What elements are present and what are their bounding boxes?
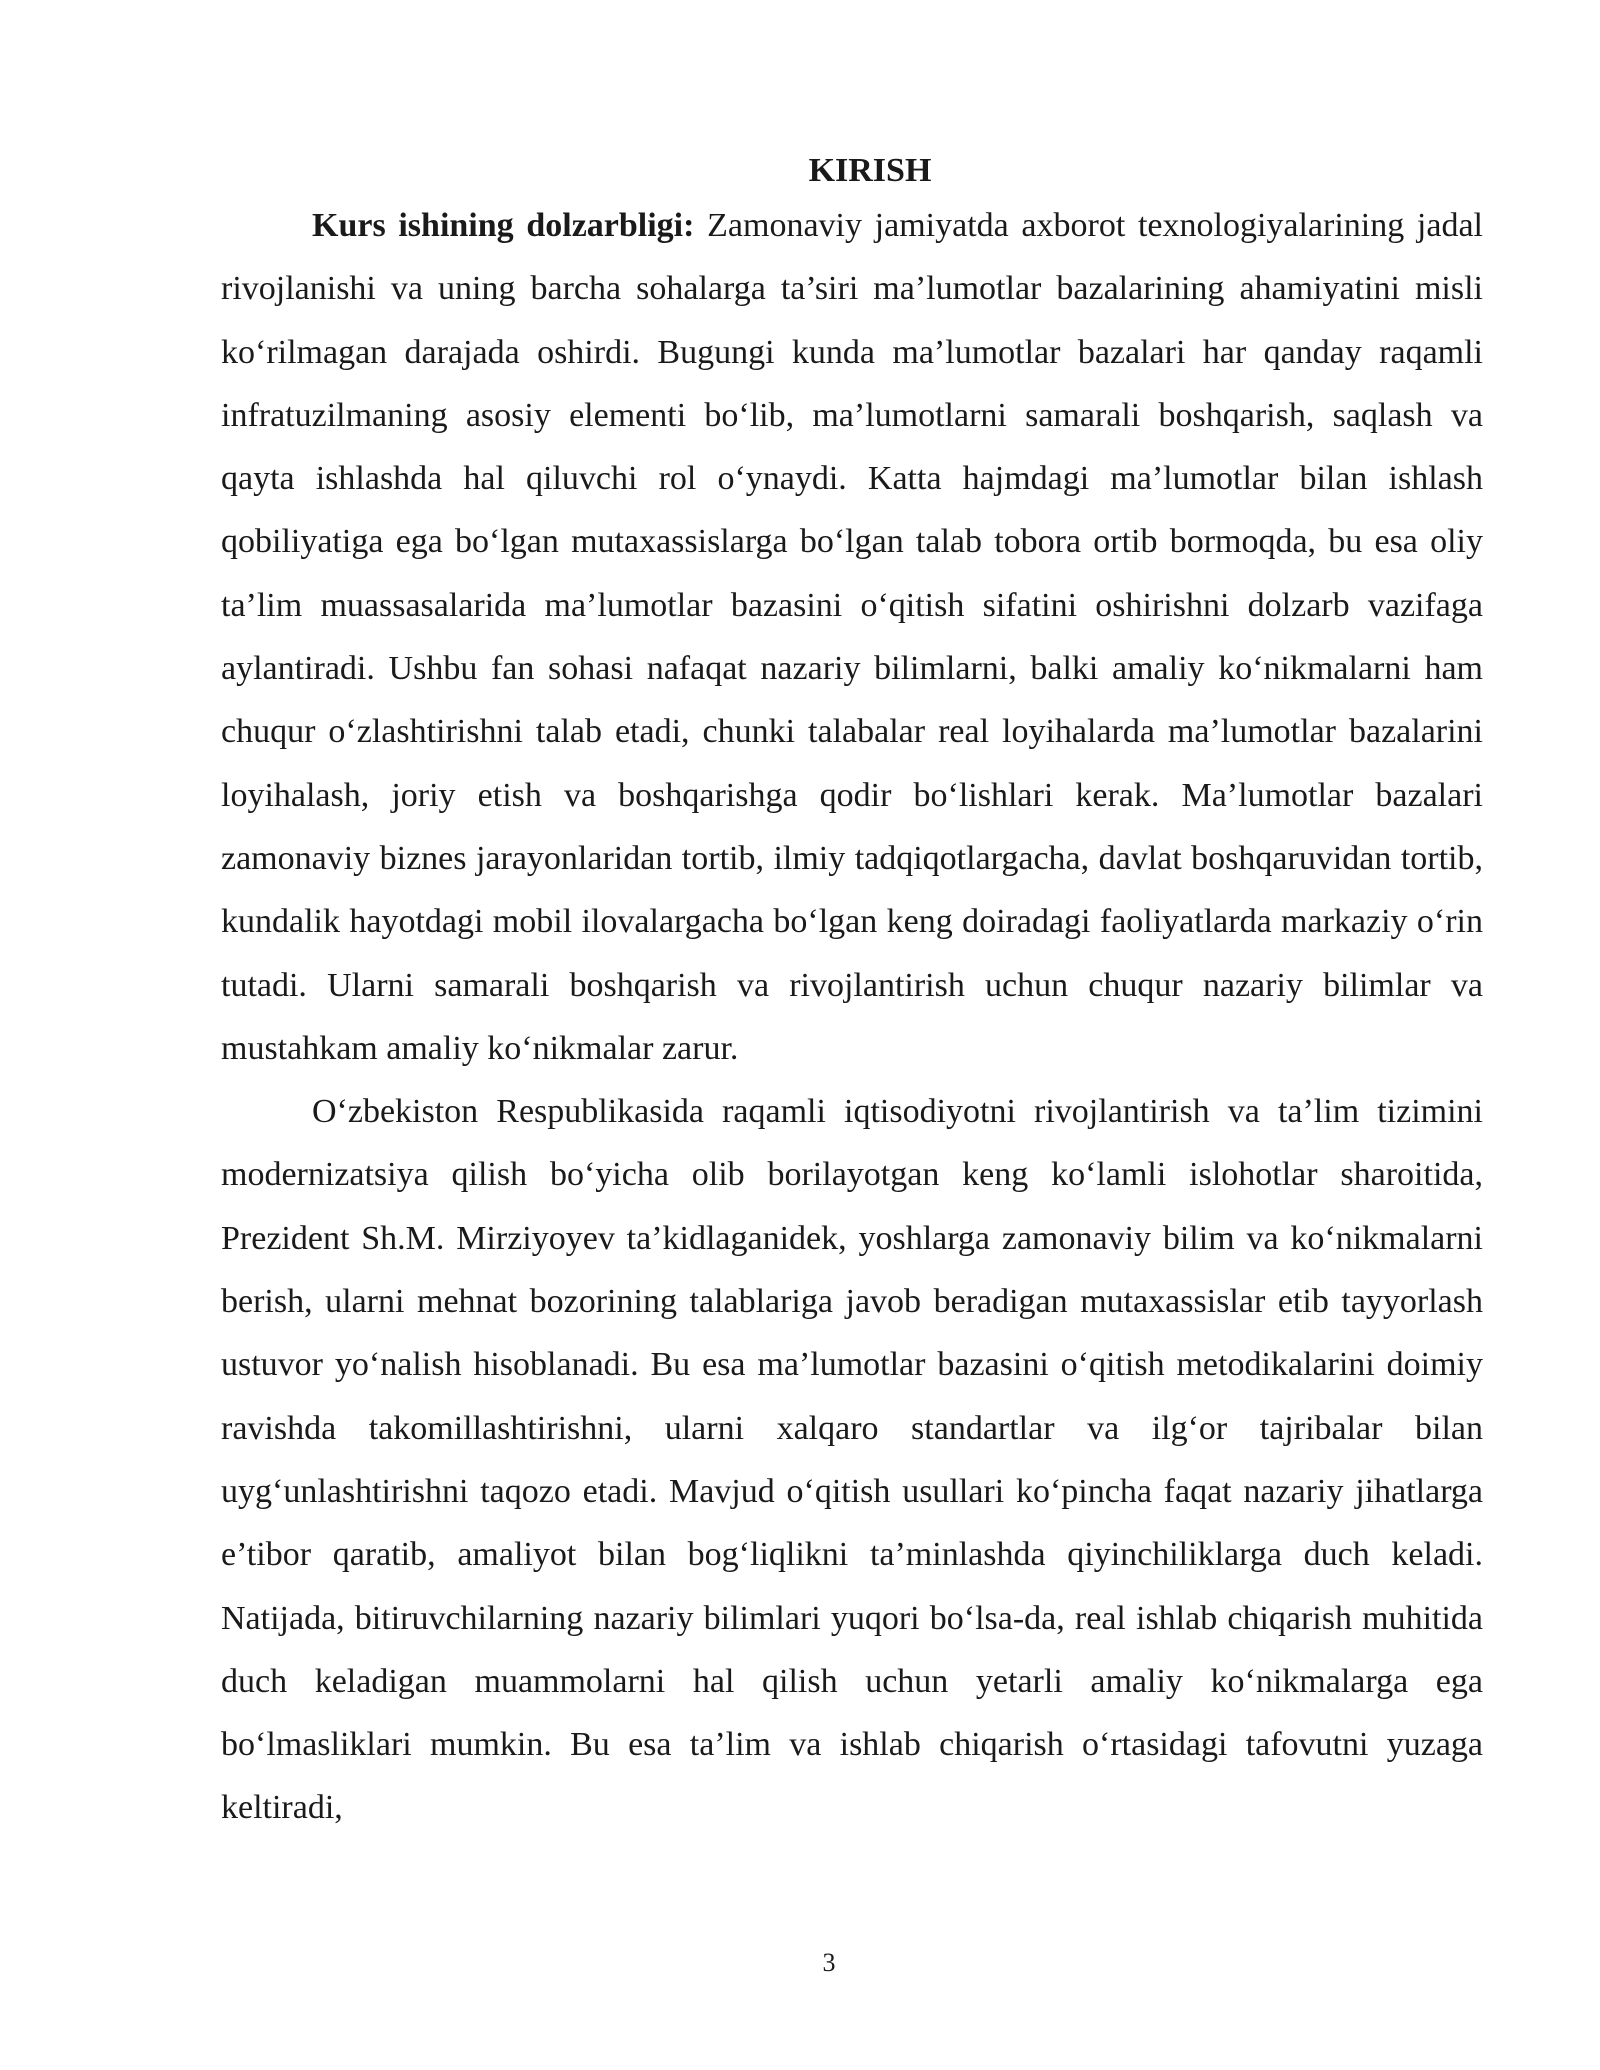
paragraph-text: Zamonaviy jamiyatda axborot texnologiyalarining jadal rivojlanishi va uning barcha sohalarga ta’siri ma’lumotlar bazalarining ahamiyatini misli ko‘rilmagan darajada oshirdi. Bugungi kunda ma’lumotlar bazalari har qanday raqamli infratuzilmaning asosiy elementi bo‘lib, ma’lumotlarni samarali boshqarish, saqlash va qayta ishlashda hal qiluvchi rol o‘ynaydi. Katta hajmdagi ma’lumotlar bilan ishlash qobiliyatiga ega bo‘lgan mutaxassislarga bo‘lgan talab tobora ortib bormoqda, bu esa oliy ta’lim muassasalarida ma’lumotlar bazasini o‘qitish sifatini oshirishni dolzarb vazifaga aylantiradi. Ushbu fan sohasi nafaqat nazariy bilimlarni, balki amaliy ko‘nikmalarni ham chuqur o‘zlashtirishni talab etadi, chunki talabalar real loyihalarda ma’lumotlar bazalarini loyihalash, joriy etish va boshqarishga qodir bo‘lishlari kerak. Ma’lumotlar bazalari zamonaviy biznes jarayonlaridan tortib, ilmiy tadqiqotlargacha, davlat boshqaruvidan tortib, kundalik hayotdagi mobil ilovalargacha bo‘lgan keng doiradagi faoliyatlarda markaziy o‘rin tutadi. Ularni samarali boshqarish va rivojlantirish uchun chuqur nazariy bilimlar va mustahkam amaliy ko‘nikmalar zarur.	[221, 207, 1484, 1067]
paragraph-lead: Kurs ishining dolzarbligi:	[312, 207, 695, 244]
paragraph-uzbekistan	[221, 1080, 1483, 1840]
paragraph-relevance	[221, 194, 1483, 1080]
page-content	[221, 148, 1483, 1840]
section-heading: KIRISH	[808, 152, 932, 189]
paragraph-text: O‘zbekiston Respublikasida raqamli iqtisodiyotni rivojlantirish va ta’lim tizimini modernizatsiya qilish bo‘yicha olib borilayotgan keng ko‘lamli islohotlar sharoitida, Prezident Sh.M. Mirziyoyev ta’kidlaganidek, yoshlarga zamonaviy bilim va ko‘nikmalarni berish, ularni mehnat bozorining talablariga javob beradigan mutaxassislar etib tayyorlash ustuvor yo‘nalish hisoblanadi. Bu esa ma’lumotlar bazasini o‘qitish metodikalarini doimiy ravishda takomillashtirishni, ularni xalqaro standartlar va ilg‘or tajribalar bilan uyg‘unlashtirishni taqozo etadi. Mavjud o‘qitish usullari ko‘pincha faqat nazariy jihatlarga e’tibor qaratib, amaliyot bilan bog‘liqlikni ta’minlashda qiyinchiliklarga duch keladi. Natijada, bitiruvchilarning nazariy bilimlari yuqori bo‘lsa-da, real ishlab chiqarish muhitida duch keladigan muammolarni hal qilish uchun yetarli amaliy ko‘nikmalarga ega bo‘lmasliklari mumkin. Bu esa ta’lim va ishlab chiqarish o‘rtasidagi tafovutni yuzaga keltiradi,	[221, 1093, 1483, 1827]
page-number: 3	[822, 1948, 836, 1977]
